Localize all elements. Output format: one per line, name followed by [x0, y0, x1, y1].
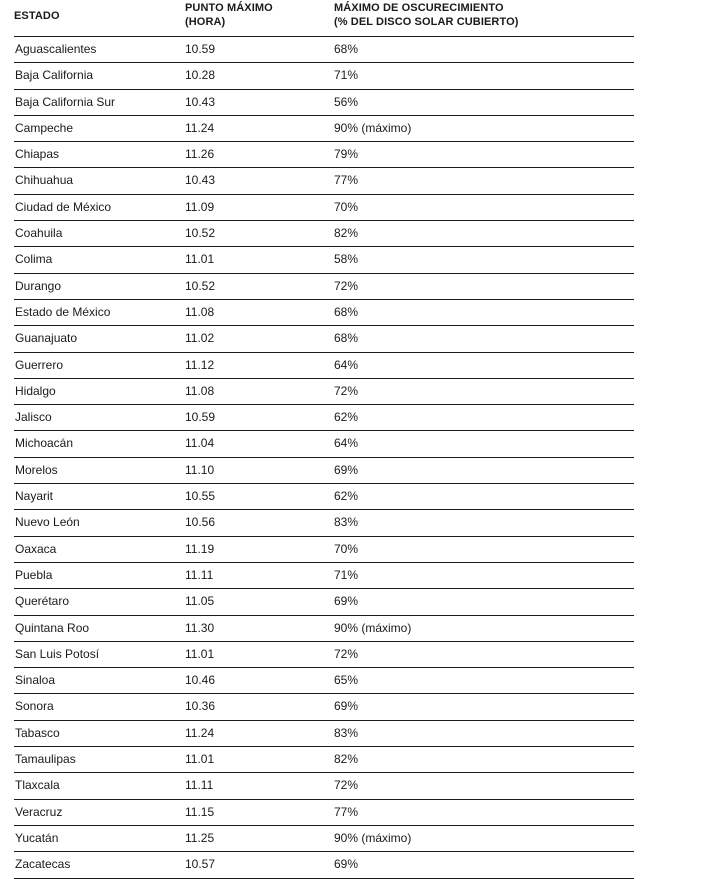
cell-maximo-oscurecimiento: 83%	[334, 725, 359, 740]
cell-maximo-oscurecimiento: 72%	[334, 646, 359, 661]
cell-punto-maximo: 11.01	[185, 646, 215, 661]
table-row	[14, 694, 634, 720]
cell-punto-maximo: 11.11	[185, 778, 214, 793]
table-row	[14, 642, 634, 668]
table-row	[14, 63, 634, 89]
table-row	[14, 510, 634, 536]
cell-maximo-oscurecimiento: 70%	[334, 541, 359, 556]
cell-maximo-oscurecimiento: 79%	[334, 147, 359, 162]
cell-estado: Chiapas	[15, 147, 60, 162]
table-row	[14, 484, 634, 510]
cell-maximo-oscurecimiento: 65%	[334, 673, 359, 688]
cell-estado: Tabasco	[15, 725, 60, 740]
table-row	[14, 589, 634, 615]
cell-maximo-oscurecimiento: 72%	[334, 778, 359, 793]
table-row	[14, 221, 634, 247]
table-row	[14, 537, 634, 563]
cell-punto-maximo: 11.10	[185, 462, 215, 477]
cell-estado: Quintana Roo	[15, 620, 90, 635]
cell-punto-maximo: 11.05	[185, 594, 215, 609]
cell-maximo-oscurecimiento: 56%	[334, 94, 359, 109]
cell-estado: Veracruz	[15, 804, 63, 819]
cell-estado: Sinaloa	[15, 673, 56, 688]
cell-punto-maximo: 11.11	[185, 567, 214, 582]
cell-punto-maximo: 11.25	[185, 830, 215, 845]
cell-maximo-oscurecimiento: 71%	[334, 68, 359, 83]
cell-estado: Nuevo León	[15, 515, 80, 530]
table-row	[14, 379, 634, 405]
cell-estado: Sonora	[15, 699, 54, 714]
cell-estado: Ciudad de México	[15, 199, 112, 214]
cell-estado: Baja California	[15, 68, 94, 83]
cell-punto-maximo: 10.52	[185, 226, 216, 241]
table-row	[14, 668, 634, 694]
cell-punto-maximo: 10.46	[185, 673, 216, 688]
cell-punto-maximo: 10.43	[185, 94, 216, 109]
table-header	[14, 0, 634, 37]
cell-estado: Hidalgo	[15, 383, 56, 398]
cell-punto-maximo: 11.04	[185, 436, 215, 451]
cell-estado: Guanajuato	[15, 331, 78, 346]
cell-punto-maximo: 11.26	[185, 147, 215, 162]
header-estado: ESTADO	[14, 10, 60, 22]
cell-maximo-oscurecimiento: 58%	[334, 252, 359, 267]
cell-estado: Tlaxcala	[15, 778, 60, 793]
cell-maximo-oscurecimiento: 77%	[334, 173, 359, 188]
table-row	[14, 142, 634, 168]
cell-maximo-oscurecimiento: 69%	[334, 594, 359, 609]
table-row	[14, 616, 634, 642]
cell-estado: Morelos	[15, 462, 58, 477]
cell-punto-maximo: 11.08	[185, 383, 215, 398]
cell-estado: Campeche	[15, 120, 74, 135]
cell-maximo-oscurecimiento: 64%	[334, 357, 359, 372]
cell-maximo-oscurecimiento: 68%	[334, 42, 359, 56]
table-row	[14, 90, 634, 116]
cell-punto-maximo: 11.12	[185, 357, 215, 372]
header-punto-line2: (HORA)	[185, 16, 226, 28]
cell-punto-maximo: 11.24	[185, 725, 215, 740]
cell-maximo-oscurecimiento: 69%	[334, 857, 359, 872]
cell-punto-maximo: 11.01	[185, 252, 215, 267]
cell-punto-maximo: 11.19	[185, 541, 215, 556]
table-row	[14, 326, 634, 352]
cell-estado: San Luis Potosí	[15, 646, 100, 661]
header-maximo-oscurecimiento	[334, 1, 519, 29]
cell-punto-maximo: 10.28	[185, 68, 216, 83]
cell-estado: Jalisco	[15, 410, 52, 425]
cell-punto-maximo: 10.59	[185, 410, 216, 425]
header-punto-line1: PUNTO MÁXIMO	[185, 2, 273, 14]
cell-estado: Aguascalientes	[15, 42, 97, 56]
cell-punto-maximo: 11.08	[185, 304, 215, 319]
cell-estado: Durango	[15, 278, 62, 293]
cell-maximo-oscurecimiento: 72%	[334, 278, 359, 293]
table-row	[14, 800, 634, 826]
cell-estado: Querétaro	[15, 594, 70, 609]
cell-maximo-oscurecimiento: 62%	[334, 410, 359, 425]
cell-estado: Coahuila	[15, 226, 63, 241]
cell-estado: Puebla	[15, 567, 53, 582]
cell-maximo-oscurecimiento: 90% (máximo)	[334, 120, 412, 135]
table-row	[14, 773, 634, 799]
cell-maximo-oscurecimiento: 68%	[334, 331, 359, 346]
table-row	[14, 458, 634, 484]
header-max-line1: MÁXIMO DE OSCURECIMIENTO	[334, 2, 504, 14]
cell-punto-maximo: 11.30	[185, 620, 215, 635]
cell-punto-maximo: 11.01	[185, 752, 215, 767]
cell-punto-maximo: 10.59	[185, 42, 216, 56]
cell-maximo-oscurecimiento: 82%	[334, 226, 359, 241]
cell-estado: Tamaulipas	[15, 752, 76, 767]
table-row	[14, 405, 634, 431]
cell-punto-maximo: 10.43	[185, 173, 216, 188]
cell-estado: Guerrero	[15, 357, 64, 372]
cell-punto-maximo: 11.24	[185, 120, 215, 135]
table-row	[14, 168, 634, 194]
cell-maximo-oscurecimiento: 70%	[334, 199, 359, 214]
cell-punto-maximo: 11.09	[185, 199, 215, 214]
table-row	[14, 300, 634, 326]
cell-maximo-oscurecimiento: 71%	[334, 567, 359, 582]
table-row	[14, 826, 634, 852]
cell-estado: Chihuahua	[15, 173, 74, 188]
cell-punto-maximo: 10.52	[185, 278, 216, 293]
cell-maximo-oscurecimiento: 82%	[334, 752, 359, 767]
table-row	[14, 247, 634, 273]
table-row	[14, 353, 634, 379]
cell-maximo-oscurecimiento: 64%	[334, 436, 359, 451]
eclipse-table	[14, 0, 634, 879]
table-row	[14, 852, 634, 878]
cell-maximo-oscurecimiento: 77%	[334, 804, 359, 819]
cell-maximo-oscurecimiento: 68%	[334, 304, 359, 319]
table-row	[14, 563, 634, 589]
cell-maximo-oscurecimiento: 90% (máximo)	[334, 830, 412, 845]
table-body	[14, 37, 634, 879]
table-row	[14, 747, 634, 773]
cell-maximo-oscurecimiento: 72%	[334, 383, 359, 398]
cell-maximo-oscurecimiento: 69%	[334, 699, 359, 714]
cell-estado: Baja California Sur	[15, 94, 116, 109]
header-max-line2: (% DEL DISCO SOLAR CUBIERTO)	[334, 16, 519, 28]
cell-punto-maximo: 11.02	[185, 331, 215, 346]
cell-maximo-oscurecimiento: 83%	[334, 515, 359, 530]
table-row	[14, 116, 634, 142]
cell-punto-maximo: 10.55	[185, 489, 216, 504]
cell-maximo-oscurecimiento: 90% (máximo)	[334, 620, 412, 635]
cell-estado: Michoacán	[15, 436, 74, 451]
cell-punto-maximo: 11.15	[185, 804, 215, 819]
cell-estado: Yucatán	[15, 830, 59, 845]
table-row	[14, 274, 634, 300]
cell-estado: Oaxaca	[15, 541, 57, 556]
cell-maximo-oscurecimiento: 69%	[334, 462, 359, 477]
cell-punto-maximo: 10.57	[185, 857, 216, 872]
cell-maximo-oscurecimiento: 62%	[334, 489, 359, 504]
table-row	[14, 37, 634, 63]
cell-punto-maximo: 10.56	[185, 515, 216, 530]
cell-estado: Colima	[15, 252, 53, 267]
cell-punto-maximo: 10.36	[185, 699, 216, 714]
table-row	[14, 431, 634, 457]
table-row	[14, 721, 634, 747]
cell-estado: Zacatecas	[15, 857, 71, 872]
cell-estado: Nayarit	[15, 489, 54, 504]
cell-estado: Estado de México	[15, 304, 111, 319]
table-row	[14, 195, 634, 221]
header-punto-maximo	[185, 1, 273, 29]
